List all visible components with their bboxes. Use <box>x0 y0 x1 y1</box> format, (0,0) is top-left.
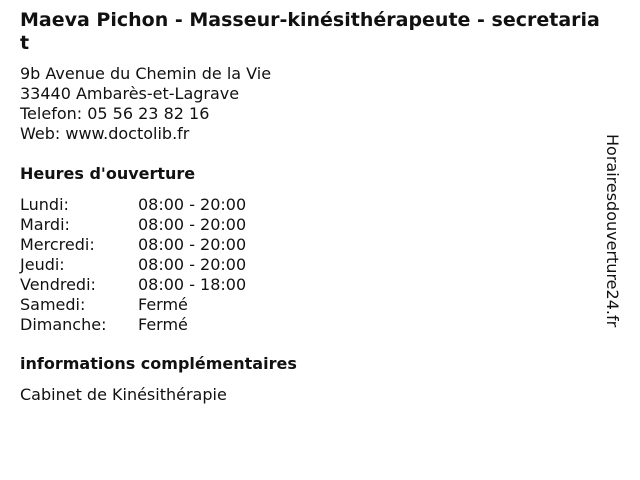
opening-hours-heading: Heures d'ouverture <box>20 164 196 183</box>
info-heading: informations complémentaires <box>20 354 297 373</box>
hours-row-saturday <box>20 295 600 315</box>
hours-row-sunday <box>20 315 600 335</box>
contact-block <box>20 64 600 144</box>
opening-hours-table <box>20 195 600 335</box>
day-label: Dimanche: <box>20 315 107 334</box>
hours-row-thursday <box>20 255 600 275</box>
day-hours: 08:00 - 20:00 <box>138 195 247 214</box>
business-title: Maeva Pichon - Masseur-kinésithérapeute - secretariat <box>20 9 600 54</box>
day-label: Jeudi: <box>20 255 65 274</box>
business-card <box>20 9 600 405</box>
day-label: Samedi: <box>20 295 86 314</box>
day-label: Lundi: <box>20 195 69 214</box>
day-label: Vendredi: <box>20 275 96 294</box>
day-label: Mardi: <box>20 215 70 234</box>
phone-number[interactable]: Telefon: 05 56 23 82 16 <box>20 104 210 123</box>
day-label: Mercredi: <box>20 235 95 254</box>
site-brand-link[interactable]: Horairesdouverture24.fr <box>603 134 622 328</box>
hours-row-monday <box>20 195 600 215</box>
city-address: 33440 Ambarès-et-Lagrave <box>20 84 240 103</box>
website[interactable]: Web: www.doctolib.fr <box>20 124 190 143</box>
street-address: 9b Avenue du Chemin de la Vie <box>20 64 272 83</box>
day-hours: 08:00 - 20:00 <box>138 215 247 234</box>
hours-row-friday <box>20 275 600 295</box>
day-hours: Fermé <box>138 295 188 314</box>
hours-row-wednesday <box>20 235 600 255</box>
day-hours: 08:00 - 20:00 <box>138 235 247 254</box>
info-text: Cabinet de Kinésithérapie <box>20 385 227 404</box>
day-hours: Fermé <box>138 315 188 334</box>
day-hours: 08:00 - 18:00 <box>138 275 247 294</box>
hours-row-tuesday <box>20 215 600 235</box>
day-hours: 08:00 - 20:00 <box>138 255 247 274</box>
